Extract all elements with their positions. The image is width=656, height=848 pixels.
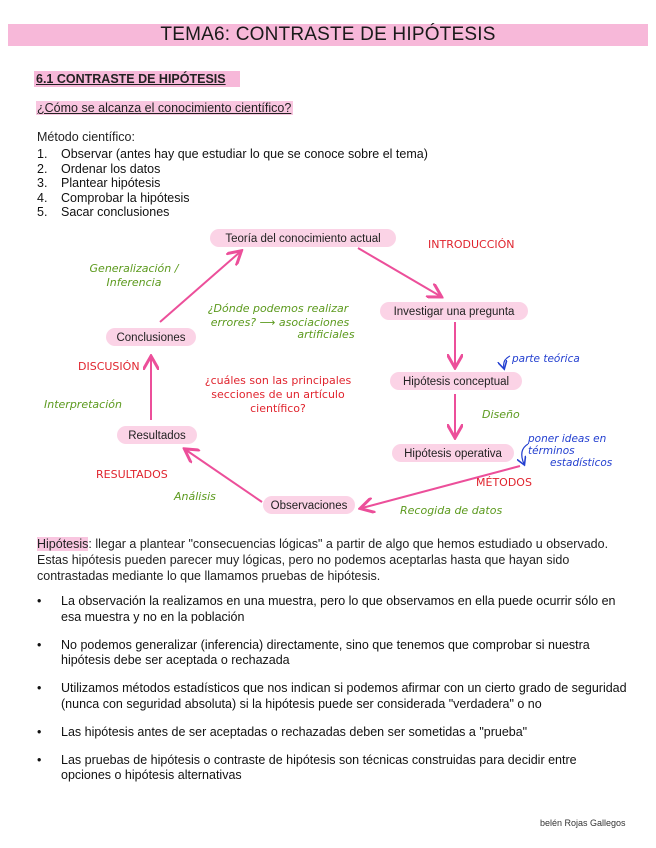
secciones-line-1: ¿cuáles son las principales: [204, 374, 352, 387]
label-recogida: Recogida de datos: [400, 504, 503, 517]
errores-line-2: errores? ⟶ asociaciones: [210, 316, 350, 329]
author-signature: belén Rojas Gallegos: [540, 818, 626, 828]
svg-text:Hipótesis operativa: Hipótesis operativa: [404, 448, 502, 460]
label-metodos: MÉTODOS: [476, 476, 532, 489]
steps-list: [37, 147, 428, 220]
svg-text:Investigar una pregunta: Investigar una pregunta: [393, 306, 515, 318]
scientific-method-diagram: [0, 222, 656, 522]
label-discusion: DISCUSIÓN: [78, 360, 140, 373]
bullet-item: • La observación la realizamos en una muestra, pero lo que observamos en ella puede ocurrir sólo en esa muestra y no en la población: [37, 594, 627, 625]
node-teoria: [210, 229, 396, 247]
label-diseno: Diseño: [482, 408, 520, 421]
ideas-line-3: estadísticos: [550, 457, 613, 469]
step-item: 3. Plantear hipótesis: [37, 176, 161, 191]
label-analisis: Análisis: [174, 490, 216, 503]
bullet-item: • Las pruebas de hipótesis o contraste de hipótesis son técnicas construidas para decidir entre opciones o hipótesis alternativas: [37, 753, 627, 784]
node-resultados: [117, 426, 197, 444]
section-heading: 6.1 CONTRASTE DE HIPÓTESIS: [36, 72, 226, 86]
brace-parte-teorica: [504, 356, 510, 368]
arrow-teoria-investigar: [358, 248, 440, 296]
svg-text:Teoría del conocimiento actual: Teoría del conocimiento actual: [225, 233, 381, 245]
svg-text:Observaciones: Observaciones: [270, 500, 348, 512]
label-interpretacion: Interpretación: [44, 398, 122, 411]
node-investigar: [380, 302, 528, 320]
errores-line-3: artificiales: [297, 328, 355, 341]
metodo-label: Método científico:: [37, 130, 135, 144]
node-observaciones: [263, 496, 355, 514]
page-title: TEMA6: CONTRASTE DE HIPÓTESIS: [160, 24, 496, 45]
question-heading: ¿Cómo se alcanza el conocimiento científico?: [37, 101, 292, 115]
secciones-line-2: secciones de un artículo: [211, 388, 345, 401]
node-operativa: [392, 444, 514, 462]
label-introduccion: INTRODUCCIÓN: [428, 238, 515, 251]
node-conclusiones: [106, 328, 196, 346]
step-item: 4. Comprobar la hipótesis: [37, 190, 190, 205]
step-item: 1. Observar (antes hay que estudiar lo que se conoce sobre el tema): [37, 147, 428, 161]
svg-text:Hipótesis conceptual: Hipótesis conceptual: [402, 376, 510, 388]
ideas-line-1: poner ideas en: [528, 433, 607, 445]
node-conceptual: [390, 372, 522, 390]
errores-line-1: ¿Dónde podemos realizar: [207, 302, 349, 315]
ideas-line-2: términos: [528, 445, 575, 457]
hipotesis-text: : llegar a plantear "consecuencias lógicas" a partir de algo que hemos estudiado u observado. Estas hipótesis pueden parecer muy lógicas, pero no podemos aceptarlas hasta que hayan sido contrastadas mediante lo que llamamos pruebas de hipótesis.: [37, 537, 609, 583]
svg-text:Resultados: Resultados: [128, 430, 186, 442]
hipotesis-term: Hipótesis: [37, 537, 89, 551]
secciones-line-3: científico?: [250, 402, 306, 415]
step-item: 5. Sacar conclusiones: [37, 205, 170, 220]
bullet-item: • Las hipótesis antes de ser aceptadas o rechazadas deben ser sometidas a "prueba": [37, 725, 627, 741]
label-parte-teorica: parte teórica: [512, 353, 580, 365]
hipotesis-paragraph: [37, 536, 627, 584]
label-resultados: RESULTADOS: [96, 468, 168, 481]
generalizacion-line-1: Generalización /: [89, 262, 179, 275]
step-item: 2. Ordenar los datos: [37, 161, 161, 176]
bullet-item: • No podemos generalizar (inferencia) directamente, sino que tenemos que comprobar si nuestra hipótesis debe ser aceptada o rechazada: [37, 638, 627, 669]
bullet-list: [37, 594, 627, 796]
svg-text:Conclusiones: Conclusiones: [116, 332, 186, 344]
bullet-item: • Utilizamos métodos estadísticos que nos indican si podemos afirmar con un cierto grado de seguridad (nunca con seguridad absoluta) si la hipótesis puede ser considerada "verdadera" o no: [37, 681, 627, 712]
generalizacion-line-2: Inferencia: [106, 276, 162, 289]
